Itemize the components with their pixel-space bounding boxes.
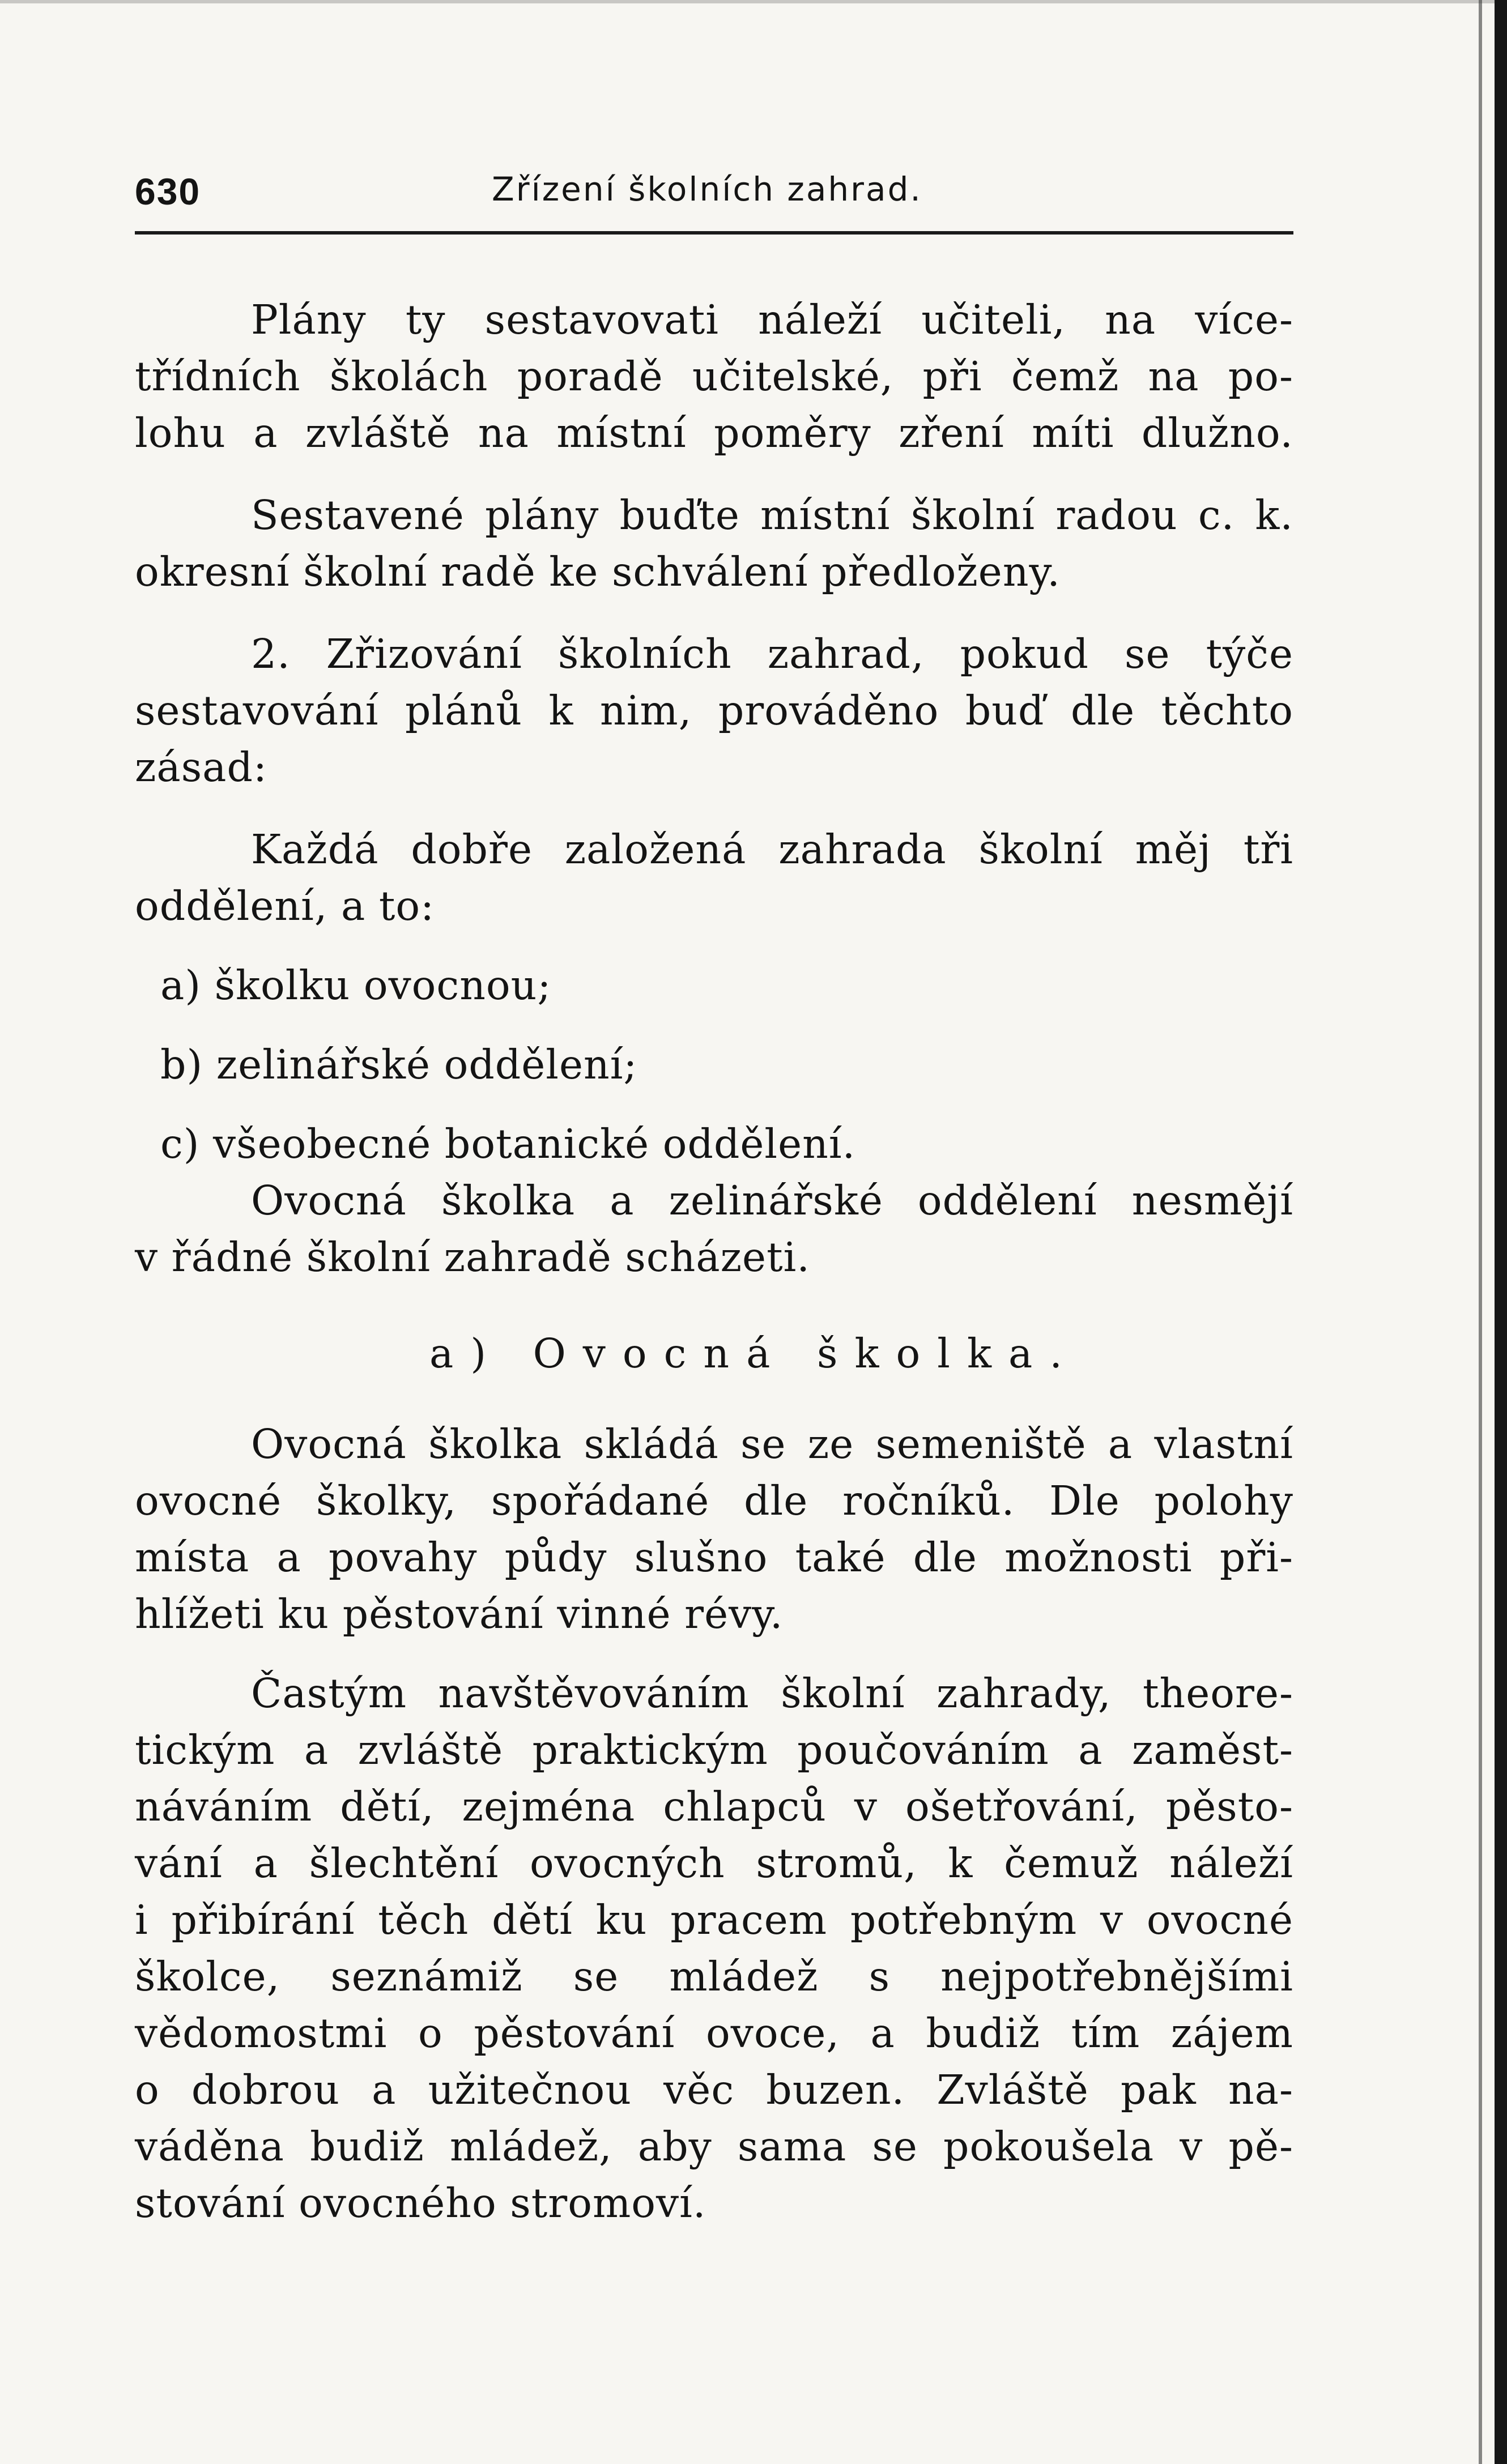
text-line: vědomostmi o pěstování ovoce, a budiž tím zájem [135, 2010, 1293, 2057]
header-rule [135, 231, 1293, 235]
page-number: 630 [135, 170, 201, 212]
text-line: váděna budiž mládež, aby sama se pokoušela v pě- [135, 2123, 1293, 2170]
text-line: tickým a zvláště praktickým poučováním a zaměst- [135, 1726, 1293, 1774]
list-item: b) zelinářské oddělení; [160, 1041, 638, 1088]
text-line: Častým navštěvováním školní zahrady, theore- [251, 1670, 1293, 1717]
text-line: zásad: [135, 744, 267, 791]
text-line: Plány ty sestavovati náleží učiteli, na více- [251, 296, 1293, 343]
text-line: náváním dětí, zejména chlapců v ošetřování, pěsto- [135, 1783, 1293, 1830]
text-line: stování ovocného stromoví. [135, 2180, 706, 2227]
list-item: c) všeobecné botanické oddělení. [160, 1120, 856, 1167]
text-line: ovocné školky, spořádané dle ročníků. Dle polohy [135, 1477, 1293, 1524]
text-line: sestavování plánů k nim, prováděno buď dle těchto [135, 687, 1293, 734]
text-line: třídních školách poradě učitelské, při čemž na po- [135, 353, 1293, 400]
text-line: oddělení, a to: [135, 883, 435, 930]
page-header [135, 170, 1293, 232]
text-line: 2. Zřizování školních zahrad, pokud se týče [251, 630, 1293, 677]
text-line: místa a povahy půdy slušno také dle možnosti při- [135, 1534, 1293, 1581]
running-title: Zřízení školních zahrad. [492, 170, 922, 208]
text-line: hlížeti ku pěstování vinné révy. [135, 1591, 784, 1638]
text-line: Každá dobře založená zahrada školní měj tři [251, 826, 1293, 873]
text-line: Ovocná školka skládá se ze semeniště a vlastní [251, 1421, 1293, 1468]
text-line: Ovocná školka a zelinářské oddělení nesmějí [251, 1177, 1293, 1224]
scan-edge-shadow [1479, 0, 1482, 2464]
list-item: a) školku ovocnou; [160, 962, 552, 1009]
scan-edge-right [1495, 0, 1507, 2464]
text-line: o dobrou a užitečnou věc buzen. Zvláště pak na- [135, 2066, 1293, 2113]
text-line: i přibírání těch dětí ku pracem potřebným v ovocné [135, 1896, 1293, 1943]
scan-edge-top [0, 0, 1507, 3]
section-heading: a) Ovocná školka. [429, 1330, 1079, 1377]
text-line: Sestavené plány buďte místní školní radou c. k. [251, 492, 1293, 539]
text-line: v řádné školní zahradě scházeti. [135, 1234, 810, 1281]
text-line: okresní školní radě ke schválení předloženy. [135, 548, 1061, 595]
text-line: lohu a zvláště na místní poměry zření míti dlužno. [135, 410, 1293, 457]
text-line: školce, seznámiž se mládež s nejpotřebnějšími [135, 1953, 1293, 2000]
text-line: vání a šlechtění ovocných stromů, k čemuž náleží [135, 1840, 1293, 1887]
